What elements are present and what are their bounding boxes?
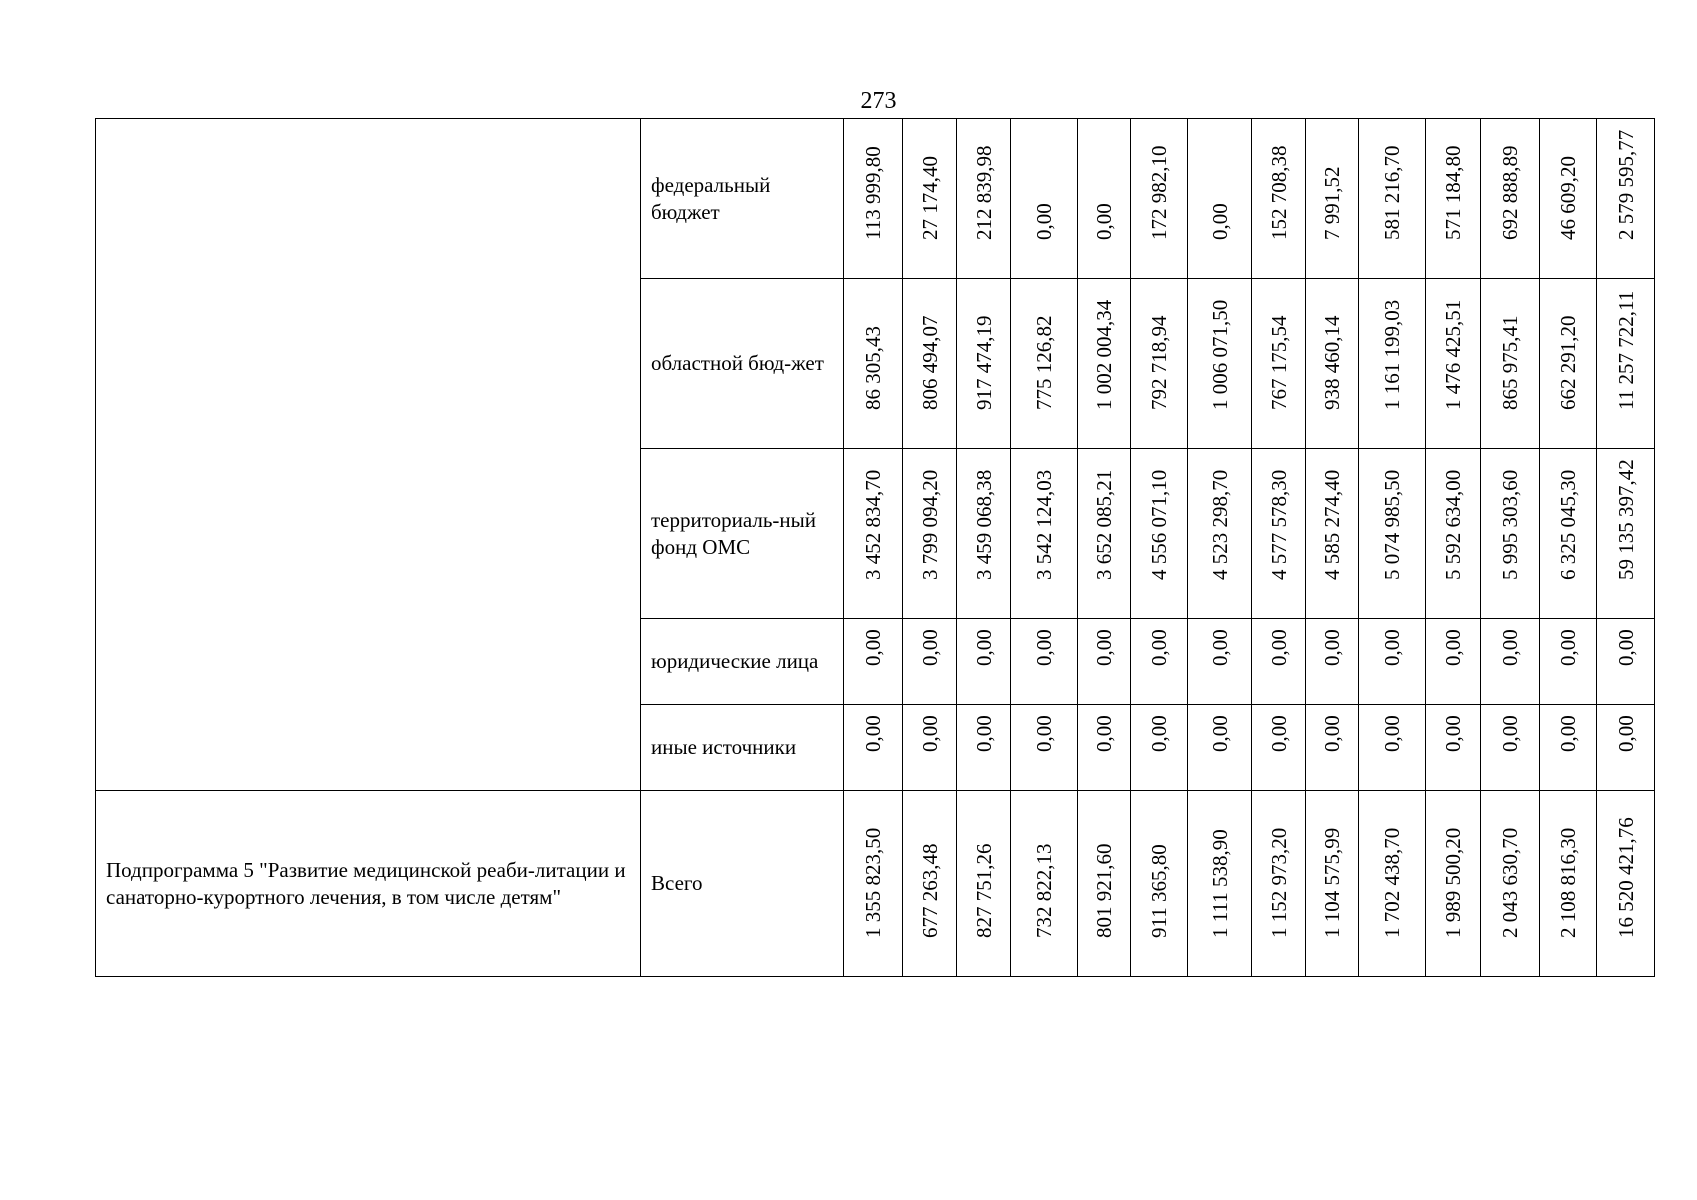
value-cell	[957, 619, 1011, 705]
value-text: 0,00	[1320, 629, 1344, 666]
value-cell	[1188, 791, 1252, 977]
value-text: 806 494,07	[917, 315, 942, 410]
value-text: 1 104 575,99	[1320, 827, 1344, 938]
value-cell	[1426, 449, 1481, 619]
value-cell	[1078, 705, 1131, 791]
value-cell	[1011, 705, 1078, 791]
value-cell	[1359, 791, 1426, 977]
value-text: 1 989 500,20	[1441, 827, 1465, 938]
value-cell	[1481, 619, 1540, 705]
value-cell	[1306, 119, 1359, 279]
value-cell	[1252, 279, 1306, 449]
value-text: 3 652 085,21	[1092, 469, 1116, 580]
value-text: 212 839,98	[971, 145, 996, 240]
value-text: 6 325 045,30	[1556, 469, 1580, 580]
value-text: 827 751,26	[971, 843, 996, 938]
value-text: 4 585 274,40	[1320, 469, 1344, 580]
value-text: 4 556 071,10	[1147, 469, 1171, 580]
value-cell	[1597, 119, 1655, 279]
value-text: 0,00	[1032, 203, 1056, 240]
value-cell	[1306, 791, 1359, 977]
value-text: 59 135 397,42	[1613, 459, 1638, 580]
value-text: 792 718,94	[1147, 315, 1171, 410]
value-text: 917 474,19	[971, 315, 996, 410]
value-cell	[1011, 619, 1078, 705]
value-cell	[1252, 119, 1306, 279]
value-text: 911 365,80	[1147, 844, 1171, 938]
value-text: 0,00	[1320, 715, 1344, 752]
value-cell	[1306, 619, 1359, 705]
value-text: 1 476 425,51	[1441, 299, 1465, 410]
value-cell	[1426, 619, 1481, 705]
value-text: 767 175,54	[1266, 315, 1291, 410]
value-cell	[1540, 619, 1597, 705]
value-text: 2 043 630,70	[1498, 827, 1522, 938]
value-text: 732 822,13	[1032, 843, 1056, 938]
value-text: 152 708,38	[1266, 145, 1291, 240]
value-text: 0,00	[1266, 629, 1291, 666]
value-cell	[1306, 705, 1359, 791]
value-text: 692 888,89	[1498, 145, 1522, 240]
value-text: 2 579 595,77	[1613, 129, 1638, 240]
funding-source-label: юридические лица	[641, 619, 844, 705]
value-cell	[844, 705, 903, 791]
value-text: 27 174,40	[917, 156, 942, 240]
value-cell	[1188, 619, 1252, 705]
value-cell	[1426, 119, 1481, 279]
value-text: 4 523 298,70	[1207, 469, 1232, 580]
value-text: 0,00	[1032, 629, 1056, 666]
value-text: 865 975,41	[1498, 315, 1522, 410]
value-cell	[1011, 119, 1078, 279]
value-text: 775 126,82	[1032, 315, 1056, 410]
value-text: 0,00	[971, 715, 996, 752]
value-cell	[1426, 791, 1481, 977]
value-cell	[903, 279, 957, 449]
value-cell	[844, 791, 903, 977]
value-cell	[1426, 279, 1481, 449]
value-cell	[1359, 279, 1426, 449]
value-cell	[1597, 279, 1655, 449]
value-text: 0,00	[1092, 203, 1116, 240]
value-text: 0,00	[1613, 629, 1638, 666]
value-cell	[844, 449, 903, 619]
value-text: 0,00	[1441, 715, 1465, 752]
value-text: 0,00	[1380, 715, 1404, 752]
value-cell	[1540, 705, 1597, 791]
value-cell	[1359, 119, 1426, 279]
budget-table	[95, 118, 1655, 977]
value-cell	[1131, 449, 1188, 619]
value-cell	[957, 119, 1011, 279]
value-text: 662 291,20	[1556, 315, 1580, 410]
value-cell	[1426, 705, 1481, 791]
value-text: 86 305,43	[861, 326, 885, 410]
value-cell	[957, 791, 1011, 977]
value-cell	[1078, 279, 1131, 449]
funding-source-label: Всего	[641, 791, 844, 977]
subprogram-title: Подпрограмма 5 "Развитие медицинской реаби-литации и санаторно-курортного лечения, в том числе детям"	[96, 791, 641, 977]
value-cell	[1306, 449, 1359, 619]
value-text: 0,00	[1441, 629, 1465, 666]
value-cell	[1306, 279, 1359, 449]
value-cell	[1078, 791, 1131, 977]
value-cell	[903, 705, 957, 791]
value-text: 46 609,20	[1556, 156, 1580, 240]
funding-source-label: иные источники	[641, 705, 844, 791]
value-text: 113 999,80	[861, 146, 885, 240]
value-text: 1 702 438,70	[1380, 827, 1404, 938]
value-text: 0,00	[1147, 629, 1171, 666]
value-cell	[1540, 279, 1597, 449]
value-text: 16 520 421,76	[1613, 817, 1638, 938]
value-cell	[1188, 279, 1252, 449]
value-text: 7 991,52	[1320, 166, 1344, 240]
value-text: 0,00	[1207, 715, 1232, 752]
value-text: 3 452 834,70	[861, 469, 885, 580]
value-text: 1 152 973,20	[1266, 827, 1291, 938]
value-cell	[1252, 705, 1306, 791]
value-cell	[1188, 449, 1252, 619]
value-cell	[1540, 449, 1597, 619]
value-cell	[1188, 705, 1252, 791]
value-cell	[1252, 791, 1306, 977]
value-cell	[1131, 119, 1188, 279]
value-text: 801 921,60	[1092, 843, 1116, 938]
value-text: 0,00	[1498, 715, 1522, 752]
value-text: 0,00	[1380, 629, 1404, 666]
table-row	[96, 119, 1655, 279]
value-text: 5 074 985,50	[1380, 469, 1404, 580]
value-text: 2 108 816,30	[1556, 827, 1580, 938]
value-cell	[1078, 619, 1131, 705]
value-cell	[1131, 619, 1188, 705]
value-cell	[844, 619, 903, 705]
value-cell	[903, 619, 957, 705]
funding-source-label: территориаль-ный фонд ОМС	[641, 449, 844, 619]
value-text: 5 592 634,00	[1441, 469, 1465, 580]
value-cell	[1597, 791, 1655, 977]
value-text: 581 216,70	[1380, 145, 1404, 240]
value-text: 938 460,14	[1320, 315, 1344, 410]
value-text: 0,00	[917, 715, 942, 752]
value-cell	[903, 791, 957, 977]
value-text: 0,00	[861, 629, 885, 666]
value-text: 5 995 303,60	[1498, 469, 1522, 580]
value-text: 0,00	[1613, 715, 1638, 752]
value-cell	[1481, 119, 1540, 279]
value-text: 0,00	[1092, 629, 1116, 666]
value-cell	[1359, 449, 1426, 619]
value-text: 0,00	[1207, 629, 1232, 666]
value-cell	[844, 279, 903, 449]
value-cell	[957, 449, 1011, 619]
value-cell	[1359, 705, 1426, 791]
value-text: 0,00	[1207, 203, 1232, 240]
value-cell	[1252, 619, 1306, 705]
value-text: 0,00	[1147, 715, 1171, 752]
value-cell	[1540, 791, 1597, 977]
value-text: 3 459 068,38	[971, 469, 996, 580]
value-cell	[1481, 449, 1540, 619]
value-text: 1 111 538,90	[1207, 829, 1232, 938]
value-text: 3 542 124,03	[1032, 469, 1056, 580]
value-cell	[1252, 449, 1306, 619]
value-cell	[1131, 705, 1188, 791]
value-cell	[1597, 449, 1655, 619]
value-text: 677 263,48	[917, 843, 942, 938]
value-text: 0,00	[917, 629, 942, 666]
value-cell	[957, 705, 1011, 791]
value-text: 0,00	[1556, 629, 1580, 666]
value-text: 4 577 578,30	[1266, 469, 1291, 580]
value-text: 0,00	[1498, 629, 1522, 666]
value-text: 172 982,10	[1147, 145, 1171, 240]
value-text: 1 161 199,03	[1380, 299, 1404, 410]
table-row-subprogram	[96, 791, 1655, 977]
value-cell	[1078, 449, 1131, 619]
value-text: 571 184,80	[1441, 145, 1465, 240]
value-cell	[903, 119, 957, 279]
value-text: 0,00	[1556, 715, 1580, 752]
value-text: 1 006 071,50	[1207, 299, 1232, 410]
value-text: 0,00	[1032, 715, 1056, 752]
value-cell	[903, 449, 957, 619]
funding-source-label: федеральный бюджет	[641, 119, 844, 279]
value-text: 0,00	[971, 629, 996, 666]
value-cell	[957, 279, 1011, 449]
value-cell	[844, 119, 903, 279]
page-number: 273	[860, 88, 897, 114]
value-text: 3 799 094,20	[917, 469, 942, 580]
value-cell	[1011, 791, 1078, 977]
value-text: 0,00	[861, 715, 885, 752]
value-cell	[1011, 279, 1078, 449]
empty-program-cell	[96, 119, 641, 791]
value-cell	[1597, 705, 1655, 791]
value-cell	[1078, 119, 1131, 279]
value-cell	[1481, 705, 1540, 791]
value-text: 1 355 823,50	[861, 827, 885, 938]
value-cell	[1188, 119, 1252, 279]
value-cell	[1597, 619, 1655, 705]
value-cell	[1481, 279, 1540, 449]
value-text: 11 257 722,11	[1613, 290, 1638, 410]
value-text: 1 002 004,34	[1092, 299, 1116, 410]
value-cell	[1540, 119, 1597, 279]
value-cell	[1131, 279, 1188, 449]
value-text: 0,00	[1266, 715, 1291, 752]
value-cell	[1131, 791, 1188, 977]
value-cell	[1481, 791, 1540, 977]
value-cell	[1359, 619, 1426, 705]
value-text: 0,00	[1092, 715, 1116, 752]
funding-source-label: областной бюд-жет	[641, 279, 844, 449]
value-cell	[1011, 449, 1078, 619]
